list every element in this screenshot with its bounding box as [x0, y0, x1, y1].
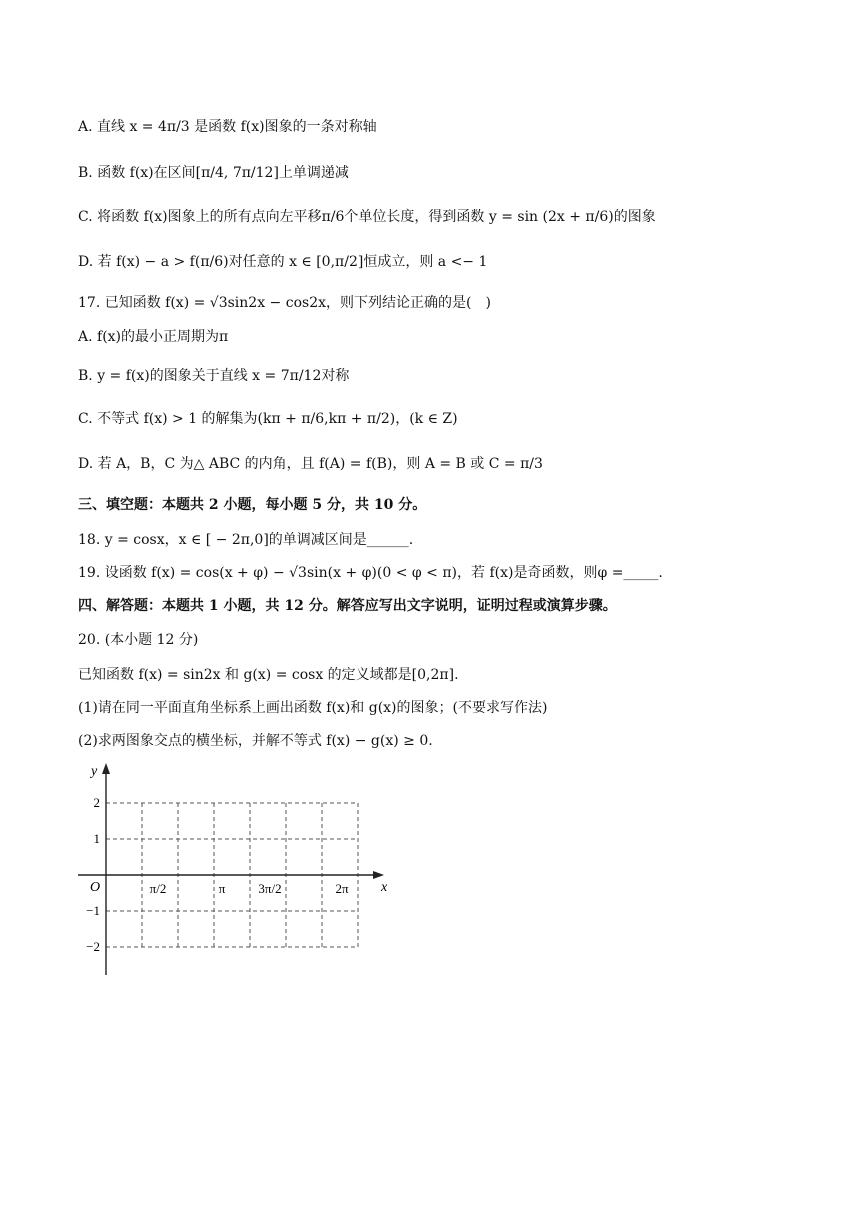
- question-20-stem: 已知函数 f(x) = sin2x 和 g(x) = cosx 的定义域都是[0,2π].: [78, 667, 459, 683]
- question-18: 18. y = cosx，x ∈ [ − 2π,0]的单调减区间是______.: [78, 532, 414, 548]
- question-17: 17. 已知函数 f(x) = √3sin2x − cos2x，则下列结论正确的是( ): [78, 295, 491, 311]
- y-axis-label: y: [91, 764, 98, 779]
- x-tick-labels: [150, 881, 349, 896]
- y-tick-minus-2: −2: [86, 939, 100, 954]
- x-axis-label: x: [381, 880, 388, 895]
- x-axis: [78, 871, 384, 879]
- question-20-part-1: (1)请在同一平面直角坐标系上画出函数 f(x)和 g(x)的图象；(不要求写作法): [78, 700, 548, 716]
- question-20-title: 20. (本小题 12 分): [78, 632, 199, 648]
- coordinate-grid-figure: [72, 757, 402, 982]
- x-tick-three-half-pi: 3π/2: [258, 881, 282, 896]
- section-fill-in-heading: 三、填空题：本题共 2 小题，每小题 5 分，共 10 分。: [78, 497, 427, 513]
- option-b-monotonic-interval: B. 函数 f(x)在区间[π/4, 7π/12]上单调递减: [78, 165, 349, 181]
- option-a-symmetry-axis: A. 直线 x = 4π/3 是函数 f(x)图象的一条对称轴: [78, 119, 377, 135]
- section-solution-heading: 四、解答题：本题共 1 小题，共 12 分。解答应写出文字说明，证明过程或演算步骤。: [78, 598, 617, 614]
- x-tick-half-pi: π/2: [149, 881, 167, 896]
- option-c-shift: C. 将函数 f(x)图象上的所有点向左平移π/6个单位长度，得到函数 y = sin (2x + π/6)的图象: [78, 209, 656, 225]
- x-tick-two-pi: 2π: [335, 881, 349, 896]
- x-tick-pi: π: [218, 881, 226, 896]
- q17-option-b: B. y = f(x)的图象关于直线 x = 7π/12对称: [78, 368, 350, 384]
- q17-option-c: C. 不等式 f(x) > 1 的解集为(kπ + π/6,kπ + π/2)，(k ∈ Z): [78, 411, 458, 427]
- y-tick-2: 2: [93, 795, 100, 810]
- q17-option-a: A. f(x)的最小正周期为π: [78, 329, 229, 345]
- y-axis: [102, 763, 110, 975]
- y-tick-1: 1: [93, 831, 100, 846]
- question-19: 19. 设函数 f(x) = cos(x + φ) − √3sin(x + φ)(0 < φ < π)，若 f(x)是奇函数，则φ =_____.: [78, 565, 663, 581]
- q17-option-d: D. 若 A，B，C 为△ ABC 的内角，且 f(A) = f(B)，则 A = B 或 C = π/3: [78, 456, 543, 472]
- y-tick-minus-1: −1: [86, 903, 100, 918]
- question-20-part-2: (2)求两图象交点的横坐标，并解不等式 f(x) − g(x) ≥ 0.: [78, 733, 433, 749]
- origin-label: O: [90, 880, 101, 895]
- option-d-inequality: D. 若 f(x) − a > f(π/6)对任意的 x ∈ [0,π/2]恒成立，则 a <− 1: [78, 254, 488, 270]
